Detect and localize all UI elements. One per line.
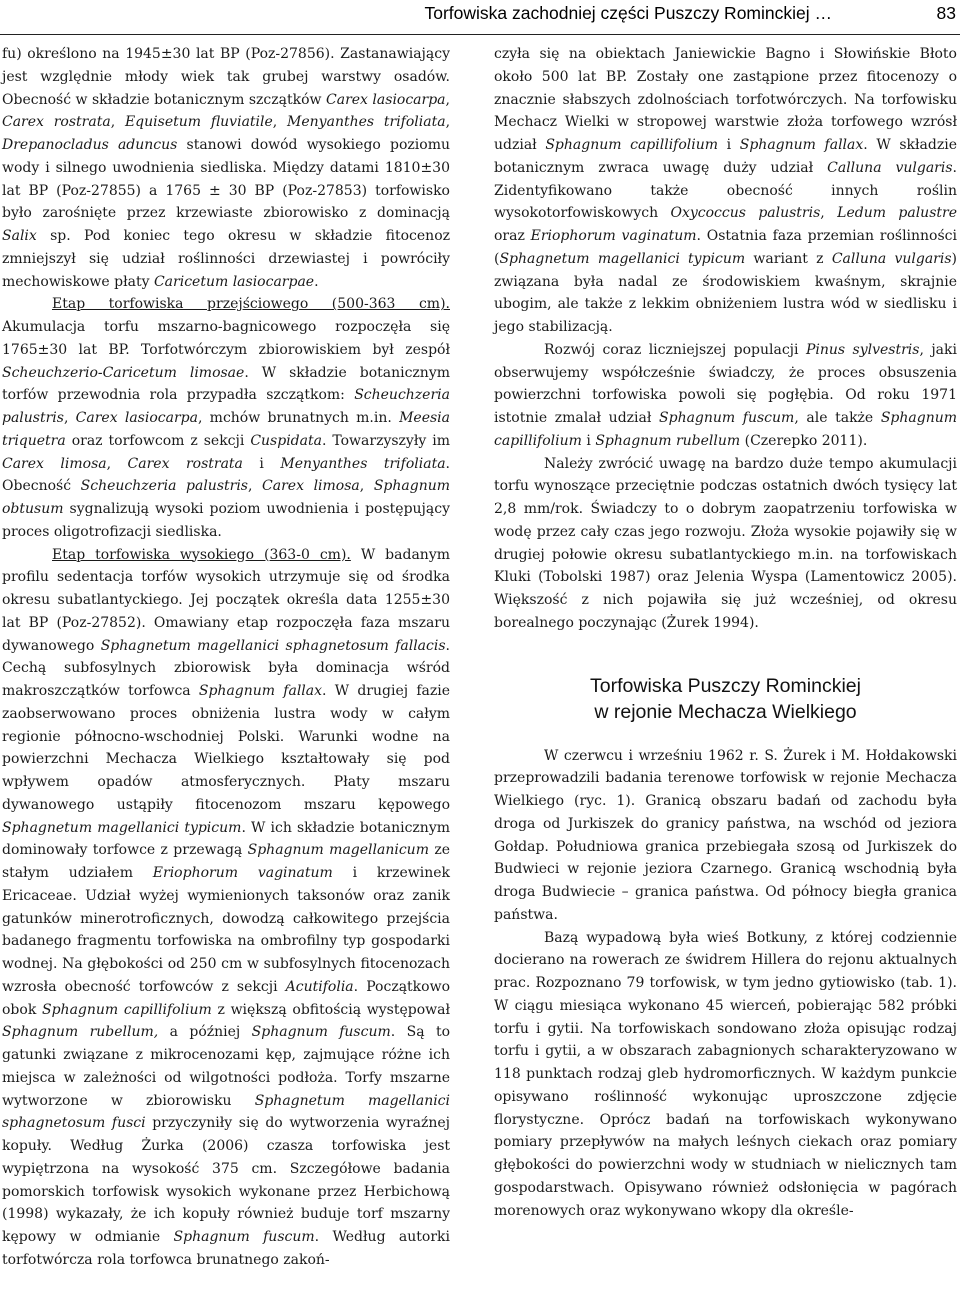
italic-taxon: Sphagnetum magellanici typicum (499, 250, 746, 267)
italic-taxon: Calluna vulgaris (831, 250, 952, 267)
italic-taxon: Oxycoccus palustris (670, 205, 821, 222)
text-run: , ale także (794, 410, 881, 426)
text-run: Bazą wypadową była wieś Botkuny, z której codziennie docierano na rowerach ze świdrem Hillera do rejonu aktualnych prac. Rozpoznano 79 torfowisk, w tym jedno gytiowisko (tab. 1). W ciągu miesiąca wykonano 45 wierceń, pobierając 582 próbki torfu i gytii. Na torfowiskach sondowano złoża opisując rodzaj torfu i gytii, a w obszarach zabagnionych scharakteryzowano w 118 punktach rodzaj gleb hydromorficznych. W każdym punkcie opisywano roślinność wykonując uproszczone zdjęcie florystyczne. Oprócz badań na torfowiskach wykonywano pomiary przepływów na małych leśnych ciekach oraz pomiary głębokości do powierzchni wody w studniach w nielicznych tam gospodarstwach. Opisywano również odsłonięcia w pagórach morenowych oraz wykonywano wkopy dla określe- (494, 929, 957, 1219)
text-run: , (272, 114, 288, 131)
text-run: czyła się na obiektach Janiewickie Bagno i Słowińskie Błoto około 500 lat BP. Zostały one zastąpione przez fitocenozy o znacznie słabszych zdolnościach torfotwórczych. Na torfowisku Mechacz Wielki w stropowej warstwie złoża torfowego wzrósł udział (494, 46, 957, 153)
text-run: . Towarzyszyły im (321, 432, 451, 449)
text-run: a później (158, 1024, 252, 1041)
italic-taxon: Caricetum lasiocarpae (153, 273, 315, 290)
text-run: . Cechą subfosylnych zbiorowisk była dominacja wśród makroszczątków torfowca (2, 637, 450, 699)
italic-taxon: Sphagnum obtusum (2, 478, 450, 517)
section-heading-line-1: Torfowiska Puszczy Rominckiej (590, 674, 861, 697)
italic-taxon: Sphagnum rubellum, (2, 1024, 159, 1041)
text-run: (Czerepko 2011). (740, 432, 868, 449)
text-run: . (314, 273, 319, 290)
text-run: Należy zwrócić uwagę na bardzo duże tempo akumulacji torfu wynoszące przeciętnie podczas ostatnich dwóch tysięcy lat 2,8 mm/rok. Świadczy to o dobrym zaopatrzeniu torfowiska w wodę przez cały czas jego rozwoju. Złoża wysokie pojawiły się w drugiej połowie okresu subatlantyckiego m.in. na torfowiskach Kluki (Tobolski 1987) oraz Jelenia Wyspa (Lamentowicz 2005). Większość z nich pojawiła się już wcześniej, od okresu borealnego poczynając (Żurek 1994). (494, 455, 957, 631)
text-run: , (63, 410, 76, 426)
italic-taxon: Sphagnum fallax (198, 683, 323, 699)
text-run: . Są to gatunki związane z mikrocenozami kęp, zajmujące różne ich miejsca w zależności od wilgotności podłoża. Torfy mszarne wytworzone w zbiorowisku (2, 1024, 450, 1109)
paragraph (494, 745, 957, 927)
italic-taxon: Drepanocladus aduncus (2, 137, 178, 153)
text-run: . W składzie botanicznym torfów przewodnia rola przypadła szczątkom: (2, 364, 451, 404)
text-run: Akumulacja torfu mszarno-bagnicowego rozpoczęła się 1765±30 lat BP. Torfotwórczym zbiorowiskiem był zespół (2, 319, 450, 358)
stage-title: Etap torfowiska wysokiego (363-0 cm). (52, 546, 351, 563)
text-run: , (359, 478, 374, 495)
text-run: , (248, 478, 263, 495)
italic-taxon: Carex lasiocarpa (75, 410, 198, 426)
italic-taxon: Sphagnum fuscum (659, 410, 795, 426)
italic-taxon: Eriophorum vaginatum (530, 228, 697, 244)
paragraph (2, 544, 450, 1272)
text-run: . Obecność (2, 455, 450, 495)
italic-taxon: Sphagnum fuscum (173, 1229, 315, 1245)
text-run: ze stałym udziałem (2, 842, 451, 881)
paragraph (494, 43, 957, 339)
text-run: i krzewinek Ericaceae. Udział wyżej wymienionych taksonów oraz zanik gatunków minerotroficznych, dowodzą całkowitego przejścia badanego fragmentu torfowiska na ombrofilny typ gospodarki wodnej. Na głębokości od 250 cm w subfosylnych fitocenozach wzrosła obecność torfowców z sekcji (2, 865, 451, 995)
text-run: , (106, 455, 128, 472)
text-run: , (110, 114, 125, 131)
italic-taxon: Pinus sylvestris (805, 341, 920, 358)
italic-taxon: Carex limosa (2, 455, 107, 472)
text-run: . W drugiej fazie zaobserwowano proces obniżenia lustra wody w całym regionie północno-wschodniej Polski. Warunki wodne na powierzchni Mechacza Wielkiego kształtowały się pod wpływem opadów atmosferycznych. Płaty mszaru dywanowego ustąpiły fitocenozom mszaru kępowego (2, 683, 450, 813)
text-run: W czerwcu i wrześniu 1962 r. S. Żurek i M. Hołdakowski przeprowadzili badania terenowe torfowisk w rejonie Mechacza Wielkiego (ryc. 1). Granicą obszaru badań od zachodu była droga od Jurkiszek do granicy państwa, na wschód od jeziora Gołdap. Południowa granica przebiegała szosą od Jurkiszek do Budwieci w rejonie jeziora Czarnego. Granicą wschodnią była droga Budwiecie – granica państwa. Od północy biegła granica państwa. (494, 747, 957, 923)
paragraph (494, 339, 957, 453)
italic-taxon: Cuspidata (250, 432, 322, 449)
text-run: przyczyniły się do wytworzenia wyraźnej kopuły. Według Żurka (2006) czasza torfowiska jest wypiętrzona na wysokość 375 cm. Szczegółowe badania pomorskich torfowisk wysokich wykonane przez Herbichową (1998) wykazały, że ich kopuły również buduje torf mszarny kępowy w odmianie (2, 1115, 450, 1245)
italic-taxon: Meesia triquetra (2, 410, 450, 449)
italic-taxon: Sphagnum capillifolium (545, 137, 719, 153)
text-run: W badanym profilu sedentacja torfów wysokich utrzymuje się od środka okresu subatlantyckiego. Jej początek określa data 1255±30 lat BP (Poz-27852). Omawiany etap rozpoczęła faza mszaru dywanowego (2, 546, 451, 654)
italic-taxon: Sphagnetum magellanici typicum (2, 819, 242, 836)
paragraph (2, 43, 450, 293)
text-run: . Początkowo obok (2, 978, 450, 1018)
italic-taxon: Ledum palustre (837, 205, 957, 222)
stage-title: Etap torfowiska przejściowego (500-363 cm). (52, 296, 450, 313)
right-column-text-bottom (494, 745, 957, 1223)
text-run: oraz (494, 228, 531, 244)
section-heading (494, 673, 957, 725)
text-run: i (242, 455, 281, 472)
italic-taxon: Sphagnum capillifolium (42, 1001, 212, 1018)
italic-taxon: Scheuchzeria palustris (80, 478, 248, 495)
text-run: , mchów brunatnych m.in. (197, 410, 400, 426)
italic-taxon: Sphagnum magellanicum (247, 842, 429, 859)
text-run: . Zidentyfikowano także obecność innych roślin wysokotorfowiskowych (494, 159, 957, 222)
text-run: z większą obfitością występował (211, 1001, 450, 1018)
page-number: 83 (936, 3, 956, 23)
text-run: sp. Pod koniec tego okresu w składzie fitocenoz zmniejszył się udział roślinności drzewiastej i powróciły mechowiskowe płaty (2, 228, 450, 290)
italic-taxon: Sphagnum fuscum (251, 1024, 391, 1041)
paragraph (494, 927, 957, 1223)
text-run: i (581, 432, 596, 449)
text-run: Rozwój coraz liczniejszej populacji (544, 341, 806, 358)
text-run: fu) określono na 1945±30 lat BP (Poz-27856). Zastanawiający jest względnie młody wiek tak grubej warstwy osadów. Obecność w składzie botanicznym szczątków (2, 46, 450, 108)
italic-taxon: Sphagnetum magellanici sphagnetosum fallacis (100, 637, 446, 654)
right-column (494, 43, 957, 1222)
paragraph (494, 453, 957, 635)
running-title: Torfowiska zachodniej części Puszczy Rominckiej … (424, 3, 832, 23)
text-run: , (820, 205, 838, 222)
italic-taxon: Sphagnum fallax (739, 137, 864, 153)
italic-taxon: Acutifolia (285, 978, 354, 995)
italic-taxon: Menyanthes trifoliata (287, 114, 446, 131)
text-run: wariant z (745, 250, 832, 267)
italic-taxon: Equisetum fluviatile (124, 114, 273, 131)
text-run: , jaki obserwujemy współcześnie świadczy, że proces obsuszenia powierzchni torfowiska powoli się pogłębia. Od roku 1971 istotnie zmalał udział (494, 341, 957, 426)
text-run: i (718, 137, 740, 153)
italic-taxon: Calluna vulgaris (827, 159, 953, 176)
italic-taxon: Sphagnum rubellum (595, 432, 741, 449)
text-run: , (445, 91, 450, 108)
text-run: ) związana była nadal ze środowiskiem kwaśnym, skrajnie ubogim, ale także z lekkim obniżeniem lustra wód w siedlisku i jego stabilizacją. (494, 250, 957, 335)
italic-taxon: Sphagnum capillifolium (494, 410, 957, 449)
italic-taxon: Menyanthes trifoliata (280, 455, 446, 472)
text-run: , (445, 114, 451, 131)
paragraph (2, 293, 450, 543)
text-run: . Ostatnia faza przemian roślinności ( (494, 228, 957, 267)
text-run: stanowi dowód wysokiego poziomu wody i silnego uwodnienia siedliska. Między datami 1810±30 lat BP (Poz-27855) a 1765 ± 30 BP (Poz-27853) torfowisko było zarośnięte przez krzewiaste zbiorowisko z dominacją (2, 137, 450, 222)
text-run: . W ich składzie botanicznym dominowały torfowce z przewagą (2, 819, 451, 859)
italic-taxon: Carex limosa (262, 478, 360, 495)
italic-taxon: Carex lasiocarpa (326, 91, 446, 108)
right-column-text-top (494, 43, 957, 635)
italic-taxon: Scheuchzerio-Caricetum limosae (2, 364, 245, 381)
italic-taxon: Sphagnetum magellanici sphagnetosum fusci (2, 1092, 451, 1132)
text-run: . Według autorki torfotwórcza rola torfowca brunatnego zakoń- (2, 1229, 451, 1268)
running-header (0, 0, 960, 35)
italic-taxon: Carex rostrata (127, 455, 243, 472)
text-run: oraz torfowcom z sekcji (65, 432, 251, 449)
text-run: sygnalizują wysoki poziom uwodnienia i postępujący proces oligotrofizacji siedliska. (2, 501, 450, 540)
italic-taxon: Salix (2, 228, 37, 244)
italic-taxon: Scheuchzeria palustris (2, 387, 450, 426)
section-heading-line-2: w rejonie Mechacza Wielkiego (594, 700, 857, 723)
italic-taxon: Carex rostrata (2, 114, 111, 131)
left-column (2, 43, 450, 1272)
italic-taxon: Eriophorum vaginatum (152, 865, 333, 881)
text-run: . W składzie botanicznym zwraca uwagę duży udział (494, 137, 957, 176)
